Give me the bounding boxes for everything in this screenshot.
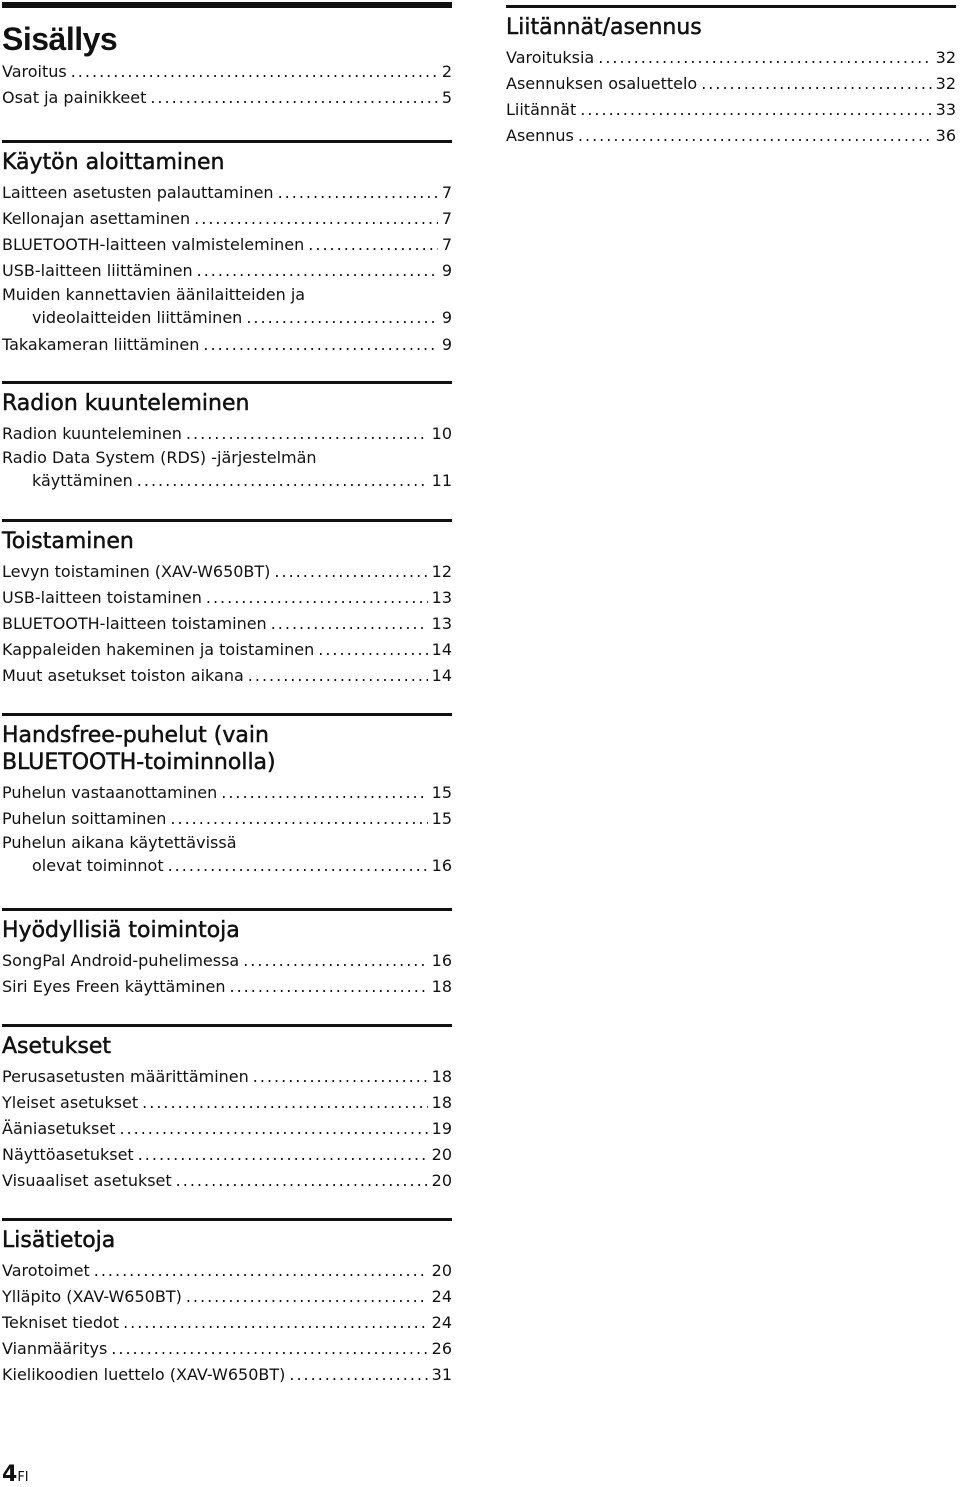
toc-entry-page: 18 (431, 1067, 452, 1086)
toc-leader-dots (580, 97, 931, 123)
toc-entry-label: olevat toiminnot (32, 856, 164, 875)
toc-section (2, 713, 452, 880)
toc-entry-page: 13 (431, 614, 452, 633)
toc-leader-dots (94, 1258, 428, 1284)
toc-entry-label: Takakameran liittäminen (2, 335, 200, 354)
toc-entry-page: 15 (431, 783, 452, 802)
toc-leader-dots (318, 637, 427, 663)
toc-entry[interactable] (2, 1168, 452, 1194)
toc-leader-dots (168, 854, 428, 878)
toc-entry-label: Siri Eyes Freen käyttäminen (2, 977, 226, 996)
toc-leader-dots (194, 206, 438, 232)
toc-entry-page: 33 (935, 100, 956, 119)
toc-entry-page: 10 (431, 424, 452, 443)
toc-section-list (2, 1258, 452, 1388)
toc-entry[interactable] (2, 1064, 452, 1090)
toc-entry-label: Puhelun soittaminen (2, 809, 167, 828)
toc-section-list (2, 421, 452, 493)
toc-section-list (2, 780, 452, 878)
toc-entry-page: 7 (441, 209, 452, 228)
toc-entry-label: Asennuksen osaluettelo (506, 74, 698, 93)
toc-entry-label: Puhelun vastaanottaminen (2, 783, 218, 802)
toc-entry-label: Varoitus (2, 62, 67, 81)
section-heading: Asetukset (2, 1034, 111, 1059)
toc-entry-page: 16 (431, 856, 452, 875)
toc-entry[interactable] (2, 180, 452, 206)
language-code: FI (17, 1470, 29, 1485)
toc-entry-page: 14 (431, 640, 452, 659)
toc-section-list (2, 948, 452, 1000)
toc-entry[interactable] (2, 974, 452, 1000)
toc-entry-page: 24 (431, 1287, 452, 1306)
toc-leader-dots (308, 232, 438, 258)
toc-entry[interactable] (2, 1142, 452, 1168)
toc-entry-page: 2 (441, 62, 452, 81)
page-title: Sisällys (2, 21, 118, 57)
toc-leader-dots (278, 180, 438, 206)
toc-leader-dots (197, 258, 438, 284)
toc-entry-page: 26 (431, 1339, 452, 1358)
toc-entry[interactable] (2, 258, 452, 284)
toc-entry[interactable] (2, 637, 452, 663)
toc-entry-label: USB-laitteen toistaminen (2, 588, 202, 607)
toc-entry-page: 12 (431, 562, 452, 581)
toc-entry[interactable] (2, 447, 452, 493)
toc-entry[interactable] (2, 284, 452, 330)
toc-entry[interactable] (2, 332, 452, 358)
toc-entry-page: 9 (441, 261, 452, 280)
toc-leader-dots (203, 332, 437, 358)
section-heading: Hyödyllisiä toimintoja (2, 918, 240, 943)
toc-entry[interactable] (2, 663, 452, 689)
toc-leader-dots (230, 974, 428, 1000)
toc-entry-label: Muut asetukset toiston aikana (2, 666, 244, 685)
toc-leader-dots (206, 585, 428, 611)
toc-section (2, 1218, 452, 1388)
toc-entry[interactable] (506, 45, 956, 71)
page-footer (2, 1462, 29, 1487)
toc-entry[interactable] (2, 948, 452, 974)
toc-entry-label: Kellonajan asettaminen (2, 209, 191, 228)
toc-leader-dots (253, 1064, 428, 1090)
toc-entry-label: Laitteen asetusten palauttaminen (2, 183, 274, 202)
toc-entry-label: Varoituksia (506, 48, 595, 67)
toc-leader-dots (221, 780, 427, 806)
toc-section-list (2, 1064, 452, 1194)
toc-section-list (506, 45, 956, 149)
toc-section-list (2, 180, 452, 358)
toc-entry-page: 18 (431, 977, 452, 996)
toc-leader-dots (170, 806, 427, 832)
toc-leader-dots (246, 306, 438, 330)
toc-entry[interactable] (2, 559, 452, 585)
toc-entry[interactable] (2, 832, 452, 878)
toc-leader-dots (186, 1284, 428, 1310)
toc-entry-page: 5 (441, 88, 452, 107)
toc-leader-dots (578, 123, 932, 149)
toc-entry-page: 9 (441, 335, 452, 354)
section-heading-line2: BLUETOOTH-toiminnolla) (2, 750, 276, 775)
toc-entry-page: 20 (431, 1145, 452, 1164)
toc-entry-label-line1: Muiden kannettavien äänilaitteiden ja (2, 285, 306, 304)
toc-entry-label: SongPal Android-puhelimessa (2, 951, 240, 970)
toc-section (2, 519, 452, 689)
toc-entry-page: 24 (431, 1313, 452, 1332)
toc-leader-dots (248, 663, 428, 689)
toc-entry-label: Liitännät (506, 100, 577, 119)
toc-entry-page: 13 (431, 588, 452, 607)
toc-entry-page: 32 (935, 74, 956, 93)
toc-leader-dots (119, 1116, 427, 1142)
toc-entry-label: Asennus (506, 126, 574, 145)
toc-entry-page: 20 (431, 1261, 452, 1280)
toc-entry-label: videolaitteiden liittäminen (32, 308, 243, 327)
toc-entry[interactable] (2, 206, 452, 232)
toc-leader-dots (186, 421, 428, 447)
toc-entry[interactable] (2, 1362, 452, 1388)
toc-leader-dots (123, 1310, 428, 1336)
toc-entry-page: 7 (441, 183, 452, 202)
toc-entry[interactable] (2, 1310, 452, 1336)
toc-entry[interactable] (2, 421, 452, 447)
section-heading-line1: Handsfree-puhelut (vain (2, 723, 269, 748)
toc-entry-label: USB-laitteen liittäminen (2, 261, 193, 280)
page-number: 4 (2, 1462, 18, 1487)
toc-leader-dots (138, 1142, 428, 1168)
toc-title-block (2, 2, 452, 111)
toc-entry[interactable] (2, 1090, 452, 1116)
toc-entry-label: Tekniset tiedot (2, 1313, 120, 1332)
toc-pre-list (2, 59, 452, 111)
toc-entry-label: Osat ja painikkeet (2, 88, 147, 107)
toc-entry-label: Radion kuunteleminen (2, 424, 182, 443)
toc-section (506, 5, 956, 149)
toc-entry-page: 36 (935, 126, 956, 145)
toc-leader-dots (176, 1168, 428, 1194)
toc-entry-label: käyttäminen (32, 471, 133, 490)
toc-entry-page: 32 (935, 48, 956, 67)
toc-leader-dots (111, 1336, 427, 1362)
section-heading: Käytön aloittaminen (2, 150, 225, 175)
toc-entry-page: 31 (431, 1365, 452, 1384)
toc-entry-label: Vianmääritys (2, 1339, 108, 1358)
toc-entry[interactable] (2, 59, 452, 85)
toc-entry-label: Kielikoodien luettelo (XAV-W650BT) (2, 1365, 286, 1384)
toc-entry-page: 7 (441, 235, 452, 254)
toc-entry[interactable] (2, 1284, 452, 1310)
toc-entry-label: Varotoimet (2, 1261, 90, 1280)
toc-section (2, 381, 452, 495)
toc-entry-label: BLUETOOTH-laitteen toistaminen (2, 614, 267, 633)
toc-entry[interactable] (2, 585, 452, 611)
toc-entry[interactable] (2, 1258, 452, 1284)
section-heading: Liitännät/asennus (506, 15, 702, 40)
toc-entry-page: 11 (431, 471, 452, 490)
toc-entry-label: BLUETOOTH-laitteen valmisteleminen (2, 235, 305, 254)
toc-leader-dots (274, 559, 427, 585)
toc-entry-page: 9 (441, 308, 452, 327)
toc-entry-page: 14 (431, 666, 452, 685)
toc-section (2, 908, 452, 1000)
toc-entry-page: 15 (431, 809, 452, 828)
toc-entry-label-line1: Puhelun aikana käytettävissä (2, 833, 237, 852)
toc-entry-label-line1: Radio Data System (RDS) -järjestelmän (2, 448, 317, 467)
toc-leader-dots (598, 45, 931, 71)
toc-leader-dots (701, 71, 931, 97)
toc-entry[interactable] (2, 1336, 452, 1362)
toc-entry-page: 16 (431, 951, 452, 970)
toc-leader-dots (71, 59, 438, 85)
section-heading: Toistaminen (2, 529, 134, 554)
toc-entry-page: 18 (431, 1093, 452, 1112)
toc-section (2, 140, 452, 358)
toc-entry[interactable] (2, 232, 452, 258)
toc-leader-dots (137, 469, 428, 493)
toc-entry[interactable] (506, 97, 956, 123)
toc-entry-page: 20 (431, 1171, 452, 1190)
toc-entry-label: Näyttöasetukset (2, 1145, 134, 1164)
toc-leader-dots (150, 85, 437, 111)
toc-entry-label: Levyn toistaminen (XAV-W650BT) (2, 562, 271, 581)
toc-entry[interactable] (2, 611, 452, 637)
toc-section (2, 1024, 452, 1194)
toc-entry[interactable] (506, 123, 956, 149)
toc-entry[interactable] (2, 1116, 452, 1142)
toc-entry-label: Visuaaliset asetukset (2, 1171, 172, 1190)
toc-section-list (2, 559, 452, 689)
toc-leader-dots (271, 611, 428, 637)
toc-entry-label: Yleiset asetukset (2, 1093, 139, 1112)
toc-entry-label: Ylläpito (XAV-W650BT) (2, 1287, 182, 1306)
section-heading: Lisätietoja (2, 1228, 116, 1253)
toc-leader-dots (243, 948, 427, 974)
toc-entry[interactable] (506, 71, 956, 97)
toc-entry[interactable] (2, 780, 452, 806)
section-heading (2, 722, 452, 776)
toc-entry-label: Kappaleiden hakeminen ja toistaminen (2, 640, 315, 659)
toc-leader-dots (289, 1362, 427, 1388)
toc-entry[interactable] (2, 85, 452, 111)
toc-entry-page: 19 (431, 1119, 452, 1138)
toc-entry[interactable] (2, 806, 452, 832)
toc-entry-label: Perusasetusten määrittäminen (2, 1067, 249, 1086)
toc-entry-label: Ääniasetukset (2, 1119, 116, 1138)
section-heading: Radion kuunteleminen (2, 391, 250, 416)
toc-leader-dots (142, 1090, 427, 1116)
